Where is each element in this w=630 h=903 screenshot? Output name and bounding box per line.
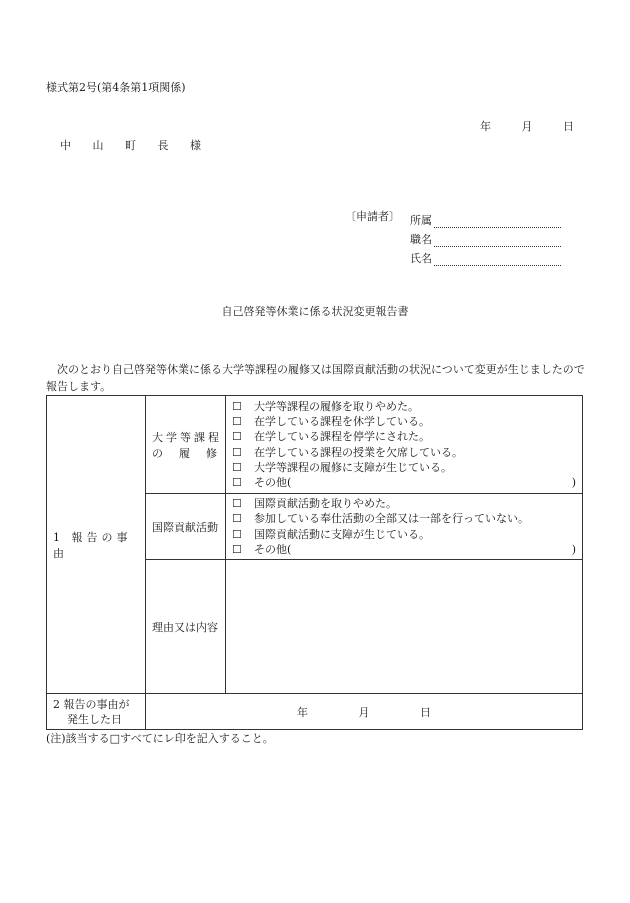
university-label-no: の	[152, 446, 163, 460]
checkbox-icon[interactable]: ☐	[232, 415, 242, 429]
option-text: 国際貢献活動を取りやめた。	[254, 497, 397, 511]
date-month: 月	[521, 120, 533, 133]
occurrence-year: 年	[297, 705, 308, 719]
option-text: 在学している課程の授業を欠席している。	[254, 445, 463, 459]
university-option[interactable]	[232, 429, 576, 444]
option-text: 在学している課程を停学にされた。	[254, 430, 430, 444]
international-options	[226, 494, 583, 560]
international-option[interactable]	[232, 496, 576, 511]
international-label-cell	[146, 494, 226, 560]
university-option[interactable]	[232, 460, 576, 475]
name-field	[410, 250, 561, 266]
name-label: 氏名	[410, 252, 432, 265]
footnote: (注)該当する□すべてにレ印を記入すること。	[46, 732, 274, 745]
reason-label-cell	[146, 560, 226, 694]
affiliation-line[interactable]	[434, 216, 561, 228]
submission-date	[480, 120, 574, 134]
option-text: その他(	[254, 475, 292, 489]
university-options	[226, 396, 583, 494]
section2-label-cell	[47, 694, 146, 730]
checkbox-icon[interactable]: ☐	[232, 399, 242, 413]
date-year: 年	[480, 120, 491, 133]
university-label-ri: 履	[179, 446, 190, 460]
occurrence-day: 日	[420, 705, 431, 719]
international-option[interactable]	[232, 511, 576, 526]
job-title-line[interactable]	[434, 235, 561, 247]
option-text: 大学等課程の履修に支障が生じている。	[254, 460, 452, 474]
checkbox-icon[interactable]: ☐	[232, 497, 242, 511]
university-option[interactable]	[232, 399, 576, 414]
applicant-label: 〔申請者〕	[345, 210, 400, 223]
job-title-field	[410, 231, 561, 247]
reason-label: 理由又は内容	[152, 620, 218, 634]
university-label-cell	[146, 396, 226, 494]
date-day: 日	[563, 120, 574, 133]
option-text: 大学等課程の履修を取りやめた。	[254, 399, 419, 413]
checkbox-icon[interactable]: ☐	[232, 460, 242, 474]
occurrence-date-cell[interactable]	[146, 694, 583, 730]
option-text: その他(	[254, 542, 292, 556]
job-title-label: 職名	[410, 233, 432, 246]
option-text: 参加している奉仕活動の全部又は一部を行っていない。	[254, 512, 529, 526]
international-option[interactable]	[232, 527, 576, 542]
international-option-other[interactable]	[232, 542, 576, 557]
university-label-shu: 修	[206, 446, 217, 460]
checkbox-icon[interactable]: ☐	[232, 527, 242, 541]
reason-input-area[interactable]	[226, 560, 583, 694]
occurrence-month: 月	[358, 705, 370, 719]
international-label: 国際貢献活動	[152, 520, 218, 534]
report-table	[46, 395, 583, 730]
checkbox-icon[interactable]: ☐	[232, 542, 242, 556]
checkbox-icon[interactable]: ☐	[232, 512, 242, 526]
document-title: 自己啓発等休業に係る状況変更報告書	[221, 305, 409, 318]
university-label-line2	[152, 445, 217, 461]
university-option-other[interactable]	[232, 475, 576, 490]
checkbox-icon[interactable]: ☐	[232, 475, 242, 489]
intro-text: 次のとおり自己啓発等休業に係る大学等課程の履修又は国際貢献活動の状況について変更が生じましたので報告します。	[46, 363, 585, 393]
checkbox-icon[interactable]: ☐	[232, 430, 242, 444]
university-option[interactable]	[232, 445, 576, 460]
close-paren: )	[571, 475, 576, 489]
affiliation-field	[410, 212, 561, 228]
form-number: 様式第2号(第4条第1項関係)	[46, 81, 186, 94]
addressee: 中 山 町 長 様	[60, 139, 210, 152]
option-text: 国際貢献活動に支障が生じている。	[254, 527, 430, 541]
affiliation-label: 所属	[410, 214, 432, 227]
section2-label-line2: 発生した日	[67, 712, 122, 726]
name-line[interactable]	[434, 254, 561, 266]
close-paren: )	[571, 542, 576, 556]
section1-label: 1 報告の事由	[53, 530, 132, 560]
university-option[interactable]	[232, 414, 576, 429]
section2-label-line1: 2 報告の事由が	[53, 697, 130, 711]
checkbox-icon[interactable]: ☐	[232, 445, 242, 459]
option-text: 在学している課程を休学している。	[254, 415, 430, 429]
university-label-line1: 大学等課程	[152, 430, 222, 444]
section1-label-cell	[47, 396, 146, 694]
